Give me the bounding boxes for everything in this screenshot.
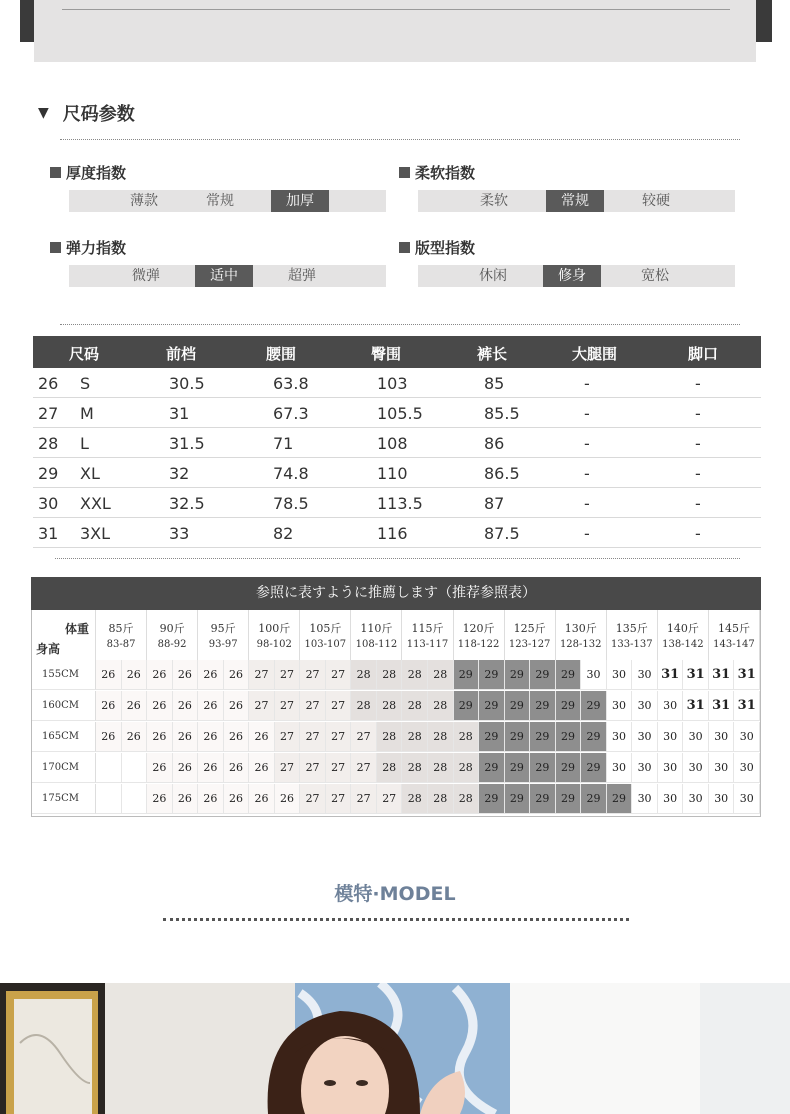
height-label: 170CM: [32, 753, 96, 783]
size-cell: 26: [173, 784, 199, 814]
weight-jin: 95斤: [210, 622, 236, 635]
size-cell: 26: [122, 722, 148, 752]
table-cell: 27: [38, 404, 59, 423]
weight-range: 103-107: [304, 639, 347, 650]
size-cell: 28: [402, 660, 428, 690]
size-cell: 29: [530, 784, 556, 814]
size-cell: 31: [709, 660, 735, 690]
size-cell: 29: [479, 753, 505, 783]
height-label: 165CM: [32, 722, 96, 752]
table-cell: 32: [169, 464, 190, 483]
section-header: [38, 100, 135, 126]
index-label-text: 版型指数: [415, 238, 476, 257]
size-cell: 26: [198, 722, 224, 752]
table-cell: 113.5: [377, 494, 423, 513]
size-cell: 28: [402, 691, 428, 721]
size-cell: 30: [632, 660, 658, 690]
table-row: [33, 488, 761, 518]
size-table-header-cell: 臀围: [371, 345, 402, 363]
size-cell: 28: [402, 722, 428, 752]
index-label-text: 厚度指数: [66, 163, 127, 182]
size-cell: 30: [709, 784, 735, 814]
size-cell: 29: [479, 691, 505, 721]
size-cell: 27: [275, 753, 301, 783]
size-cell: 29: [556, 660, 582, 690]
weight-jin: 110斤: [360, 622, 393, 635]
size-table-header-cell: 腰围: [266, 345, 297, 363]
table-cell: 67.3: [273, 404, 309, 423]
size-cell: 28: [377, 753, 403, 783]
table-cell: 105.5: [377, 404, 423, 423]
weight-header: [607, 610, 658, 660]
index-bar: [69, 190, 386, 212]
index-label-text: 柔软指数: [415, 163, 476, 182]
size-cell: 28: [428, 753, 454, 783]
table-cell: 116: [377, 524, 408, 543]
table-row: [33, 458, 761, 488]
table-cell: 63.8: [273, 374, 309, 393]
size-cell: 26: [224, 691, 250, 721]
size-cell: 26: [198, 784, 224, 814]
weight-header: [709, 610, 760, 660]
index-option: 常规: [546, 190, 604, 212]
table-cell: 110: [377, 464, 408, 483]
size-cell: 30: [709, 722, 735, 752]
table-cell: 82: [273, 524, 294, 543]
triangle-down-icon: ▼: [38, 105, 49, 121]
weight-jin: 145斤: [717, 622, 750, 635]
weight-header: [300, 610, 351, 660]
index-bar: [69, 265, 386, 287]
size-cell: 30: [607, 753, 633, 783]
table-cell: 86.5: [484, 464, 520, 483]
square-bullet-icon: [50, 242, 61, 253]
size-cell: 29: [454, 691, 480, 721]
size-cell: 29: [505, 691, 531, 721]
size-cell: 26: [173, 691, 199, 721]
size-cell: 29: [505, 784, 531, 814]
index-option: 适中: [195, 265, 253, 287]
size-cell: 30: [683, 784, 709, 814]
model-title: 模特·MODEL: [334, 883, 456, 905]
size-cell: 30: [658, 784, 684, 814]
size-cell: 26: [173, 660, 199, 690]
index-group: [399, 237, 719, 287]
table-cell: S: [80, 374, 91, 393]
reference-grid: [31, 610, 761, 817]
size-cell: 27: [326, 722, 352, 752]
table-cell: 31.5: [169, 434, 205, 453]
size-cell: 28: [454, 784, 480, 814]
reference-title: 参照に表すように推薦します（推荐参照表）: [31, 577, 761, 610]
size-cell: 27: [275, 722, 301, 752]
size-cell: 27: [300, 784, 326, 814]
size-cell: 27: [326, 753, 352, 783]
size-cell: 28: [454, 753, 480, 783]
size-cell: 28: [402, 753, 428, 783]
weight-header: [402, 610, 453, 660]
size-cell: 27: [300, 753, 326, 783]
weight-jin: 85斤: [108, 622, 134, 635]
weight-range: 88-92: [157, 639, 187, 650]
size-cell: 30: [632, 753, 658, 783]
size-cell: 29: [454, 660, 480, 690]
size-cell: 27: [326, 691, 352, 721]
table-cell: 30: [38, 494, 59, 513]
size-cell: 28: [428, 691, 454, 721]
size-cell: 26: [249, 722, 275, 752]
table-cell: 33: [169, 524, 190, 543]
size-cell: 30: [607, 691, 633, 721]
weight-jin: 90斤: [159, 622, 185, 635]
size-cell: 31: [734, 660, 760, 690]
size-table: [33, 336, 761, 548]
size-cell: 29: [505, 753, 531, 783]
square-bullet-icon: [399, 167, 410, 178]
weight-range: 108-112: [355, 639, 398, 650]
size-cell: 30: [683, 753, 709, 783]
size-cell: 27: [249, 660, 275, 690]
size-cell: 30: [658, 753, 684, 783]
size-cell: 29: [505, 660, 531, 690]
weight-range: 93-97: [208, 639, 238, 650]
size-cell: 30: [658, 691, 684, 721]
size-cell: 30: [734, 722, 760, 752]
size-cell: 26: [249, 784, 275, 814]
size-cell: 30: [607, 660, 633, 690]
size-cell: 26: [224, 660, 250, 690]
index-option: 薄款: [130, 193, 158, 209]
size-cell: [122, 784, 148, 814]
table-cell: 28: [38, 434, 59, 453]
size-cell: 30: [734, 784, 760, 814]
size-cell: 29: [530, 753, 556, 783]
divider-dotted: [60, 324, 740, 325]
square-bullet-icon: [399, 242, 410, 253]
size-cell: 29: [530, 660, 556, 690]
size-cell: 26: [173, 722, 199, 752]
index-group: [50, 237, 370, 287]
index-option: 较硬: [642, 193, 670, 209]
size-cell: 26: [147, 660, 173, 690]
index-option: 微弹: [132, 268, 160, 284]
size-cell: 29: [581, 722, 607, 752]
size-cell: 26: [224, 753, 250, 783]
table-cell: -: [695, 404, 701, 423]
table-cell: 87: [484, 494, 505, 513]
size-cell: 28: [454, 722, 480, 752]
table-cell: -: [584, 494, 590, 513]
section-title: 尺码参数: [62, 104, 135, 125]
banner-line: [62, 9, 730, 10]
table-cell: XL: [80, 464, 100, 483]
table-cell: XXL: [80, 494, 111, 513]
size-cell: 29: [556, 722, 582, 752]
size-cell: 29: [581, 784, 607, 814]
weight-range: 98-102: [256, 639, 292, 650]
size-cell: 28: [428, 660, 454, 690]
size-cell: 30: [632, 722, 658, 752]
size-cell: 30: [607, 722, 633, 752]
size-cell: 30: [581, 660, 607, 690]
index-option: 超弹: [288, 268, 316, 284]
size-cell: 29: [479, 784, 505, 814]
table-row: [33, 398, 761, 428]
size-cell: 26: [198, 660, 224, 690]
reference-chart: [31, 577, 761, 817]
table-cell: 31: [169, 404, 190, 423]
size-cell: [122, 753, 148, 783]
size-cell: 29: [479, 660, 505, 690]
size-cell: 28: [428, 722, 454, 752]
table-cell: -: [584, 374, 590, 393]
size-cell: 30: [632, 691, 658, 721]
size-cell: 26: [96, 691, 122, 721]
size-table-header: [33, 336, 761, 368]
index-group: [399, 162, 719, 212]
model-photo: [0, 983, 790, 1114]
weight-jin: 115斤: [411, 622, 444, 635]
size-cell: 27: [275, 660, 301, 690]
table-cell: -: [695, 464, 701, 483]
table-cell: 26: [38, 374, 59, 393]
size-cell: 31: [658, 660, 684, 690]
index-option: 加厚: [271, 190, 329, 212]
table-cell: -: [695, 434, 701, 453]
height-label: 175CM: [32, 784, 96, 814]
index-label-text: 弹力指数: [66, 238, 127, 257]
size-cell: 30: [658, 722, 684, 752]
weight-range: 133-137: [611, 639, 653, 650]
size-cell: 26: [147, 784, 173, 814]
size-cell: 28: [377, 691, 403, 721]
size-cell: 28: [377, 722, 403, 752]
corner-weight-label: 体重: [64, 622, 89, 636]
size-cell: 26: [224, 722, 250, 752]
size-cell: 29: [607, 784, 633, 814]
weight-jin: 135斤: [615, 622, 648, 635]
size-cell: 29: [479, 722, 505, 752]
size-cell: 30: [734, 753, 760, 783]
size-cell: 29: [581, 691, 607, 721]
index-label: [399, 162, 719, 182]
table-cell: L: [80, 434, 89, 453]
weight-jin: 100斤: [258, 622, 291, 635]
weight-range: 118-122: [457, 639, 500, 650]
weight-header: [96, 610, 147, 660]
size-cell: 26: [122, 660, 148, 690]
index-option: 修身: [543, 265, 601, 287]
size-cell: 28: [377, 660, 403, 690]
weight-range: 138-142: [662, 639, 704, 650]
size-table-header-cell: 前档: [166, 345, 197, 363]
table-cell: 29: [38, 464, 59, 483]
table-cell: 31: [38, 524, 59, 543]
size-cell: 27: [326, 784, 352, 814]
weight-jin: 125斤: [513, 622, 546, 635]
table-cell: 30.5: [169, 374, 205, 393]
size-cell: 29: [556, 691, 582, 721]
weight-range: 143-147: [713, 639, 755, 650]
size-cell: 27: [300, 660, 326, 690]
table-cell: 87.5: [484, 524, 520, 543]
size-table-header-cell: 尺码: [69, 345, 100, 363]
reference-corner: [32, 610, 96, 660]
index-option: 常规: [206, 193, 234, 209]
square-bullet-icon: [50, 167, 61, 178]
table-cell: 103: [377, 374, 408, 393]
weight-jin: 120斤: [462, 622, 495, 635]
size-cell: 28: [402, 784, 428, 814]
table-cell: -: [584, 464, 590, 483]
table-cell: -: [584, 524, 590, 543]
table-cell: 78.5: [273, 494, 309, 513]
size-cell: 27: [351, 753, 377, 783]
size-cell: 26: [275, 784, 301, 814]
table-cell: 85: [484, 374, 505, 393]
size-cell: 28: [351, 660, 377, 690]
dotted-divider: [163, 918, 629, 921]
size-cell: 30: [709, 753, 735, 783]
table-cell: 86: [484, 434, 505, 453]
size-cell: 26: [198, 691, 224, 721]
table-cell: -: [584, 404, 590, 423]
size-cell: 26: [147, 691, 173, 721]
size-cell: 27: [351, 722, 377, 752]
weight-range: 83-87: [106, 639, 136, 650]
table-cell: -: [695, 374, 701, 393]
size-cell: 29: [530, 722, 556, 752]
corner-height-label: 身高: [36, 642, 61, 656]
size-cell: 27: [300, 691, 326, 721]
table-row: [33, 428, 761, 458]
size-cell: 27: [300, 722, 326, 752]
table-cell: -: [584, 434, 590, 453]
divider-dotted: [60, 139, 740, 140]
size-table-header-cell: 大腿围: [572, 345, 618, 363]
index-label: [399, 237, 719, 257]
table-row: [33, 518, 761, 548]
table-cell: 71: [273, 434, 294, 453]
index-group: [50, 162, 370, 212]
size-cell: 27: [326, 660, 352, 690]
size-cell: 26: [249, 753, 275, 783]
index-label: [50, 162, 370, 182]
size-cell: 26: [96, 660, 122, 690]
weight-header: [454, 610, 505, 660]
table-cell: -: [695, 494, 701, 513]
weight-jin: 140斤: [666, 622, 699, 635]
size-cell: 28: [351, 691, 377, 721]
table-cell: 74.8: [273, 464, 309, 483]
weight-header: [198, 610, 249, 660]
size-cell: 30: [632, 784, 658, 814]
size-cell: 26: [147, 753, 173, 783]
size-cell: 26: [122, 691, 148, 721]
size-cell: 26: [198, 753, 224, 783]
size-cell: 26: [147, 722, 173, 752]
index-option: 柔软: [480, 193, 508, 209]
weight-header: [658, 610, 709, 660]
size-cell: 27: [249, 691, 275, 721]
height-label: 155CM: [32, 660, 96, 690]
weight-range: 128-132: [559, 639, 602, 650]
size-cell: 29: [556, 784, 582, 814]
weight-jin: 130斤: [564, 622, 597, 635]
size-cell: 27: [275, 691, 301, 721]
index-bar: [418, 265, 735, 287]
size-cell: 27: [351, 784, 377, 814]
size-table-header-cell: 脚口: [688, 345, 719, 363]
size-cell: 26: [224, 784, 250, 814]
height-label: 160CM: [32, 691, 96, 721]
size-cell: 31: [734, 691, 760, 721]
index-option: 宽松: [641, 268, 669, 284]
weight-header: [556, 610, 607, 660]
weight-jin: 105斤: [309, 622, 342, 635]
size-cell: 29: [505, 722, 531, 752]
size-cell: 29: [581, 753, 607, 783]
weight-range: 123-127: [508, 639, 551, 650]
size-table-header-cell: 裤长: [477, 345, 508, 363]
table-cell: 3XL: [80, 524, 111, 543]
table-cell: 32.5: [169, 494, 205, 513]
table-cell: 108: [377, 434, 408, 453]
table-cell: -: [695, 524, 701, 543]
size-cell: 31: [683, 691, 709, 721]
table-cell: M: [80, 404, 94, 423]
size-cell: 26: [173, 753, 199, 783]
divider-dotted: [55, 558, 740, 559]
weight-header: [147, 610, 198, 660]
size-cell: [96, 753, 122, 783]
index-option: 休闲: [479, 268, 507, 284]
index-label: [50, 237, 370, 257]
size-cell: 31: [709, 691, 735, 721]
index-bar: [418, 190, 735, 212]
size-cell: [96, 784, 122, 814]
weight-header: [351, 610, 402, 660]
size-cell: 28: [428, 784, 454, 814]
size-cell: 29: [556, 753, 582, 783]
size-cell: 30: [683, 722, 709, 752]
size-cell: 31: [683, 660, 709, 690]
weight-header: [249, 610, 300, 660]
weight-range: 113-117: [406, 639, 449, 650]
table-cell: 85.5: [484, 404, 520, 423]
size-cell: 27: [377, 784, 403, 814]
table-row: [33, 368, 761, 398]
size-cell: 29: [530, 691, 556, 721]
size-cell: 26: [96, 722, 122, 752]
weight-header: [505, 610, 556, 660]
